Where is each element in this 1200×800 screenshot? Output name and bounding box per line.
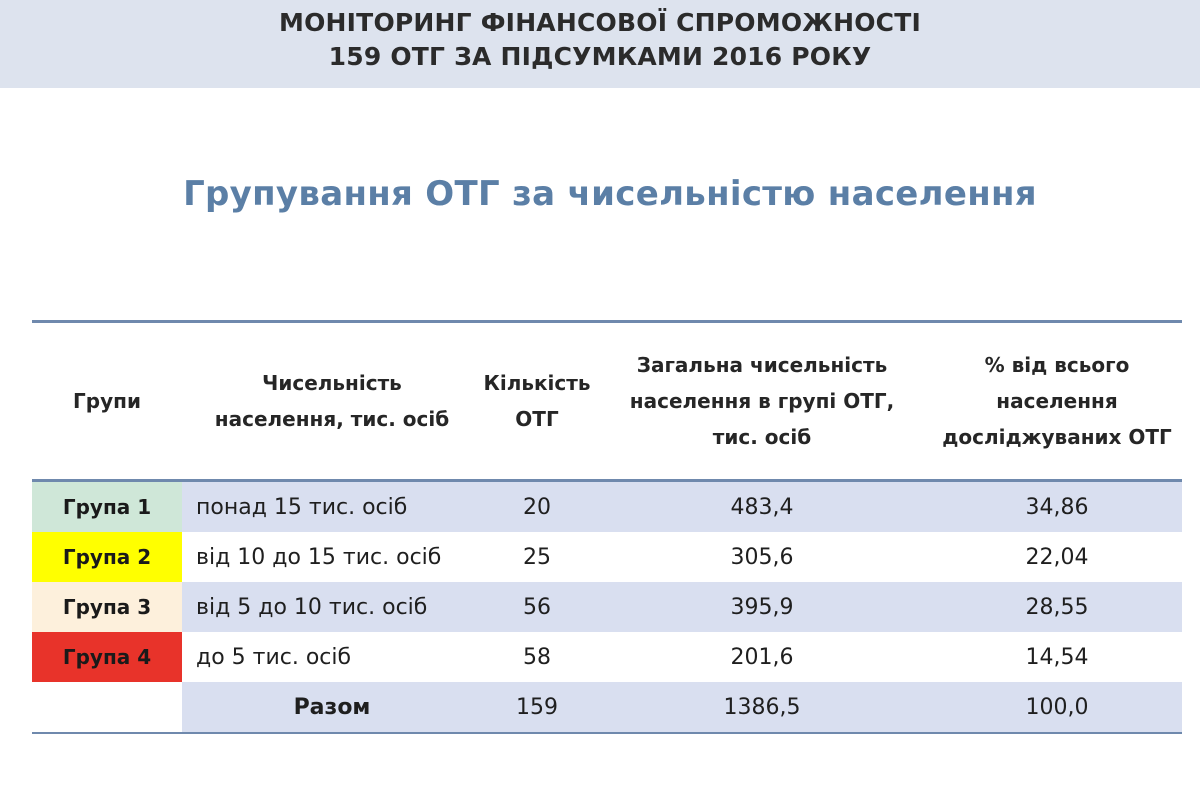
group-label: Група 3 <box>32 582 182 632</box>
population-range-cell: від 10 до 15 тис. осіб <box>196 544 442 570</box>
otg-count-cell: 58 <box>523 644 551 670</box>
header-groups: Групи <box>73 389 141 413</box>
banner-title-line-2: 159 ОТГ ЗА ПІДСУМКАМИ 2016 РОКУ <box>328 42 872 71</box>
population-range-cell: від 5 до 10 тис. осіб <box>196 594 428 620</box>
otg-count-cell: 25 <box>523 544 551 570</box>
header-otg-count: Кількість ОТГ <box>483 371 591 431</box>
population-range-cell: до 5 тис. осіб <box>196 644 352 670</box>
group-label: Група 1 <box>32 482 182 532</box>
table-header-row <box>32 323 1182 479</box>
table-row <box>32 482 1182 532</box>
header-percent-population: % від всього населення досліджуваних ОТГ <box>942 353 1172 449</box>
total-population-cell: 305,6 <box>730 544 794 570</box>
percent-cell: 22,04 <box>1025 544 1089 570</box>
total-label: Разом <box>293 694 371 720</box>
title-banner <box>0 0 1200 88</box>
table-row <box>32 582 1182 632</box>
total-population-cell: 395,9 <box>730 594 794 620</box>
population-range-cell: понад 15 тис. осіб <box>196 494 408 520</box>
percent-cell: 34,86 <box>1025 494 1089 520</box>
header-population-range: Чисельність населення, тис. осіб <box>214 371 450 431</box>
percent-cell: 28,55 <box>1025 594 1089 620</box>
slide-subtitle: Групування ОТГ за чисельністю населення <box>183 174 1037 214</box>
table-row <box>32 632 1182 682</box>
otg-count-cell: 56 <box>523 594 551 620</box>
total-population-cell: 483,4 <box>730 494 794 520</box>
otg-count-cell: 20 <box>523 494 551 520</box>
table-row <box>32 532 1182 582</box>
table-bottom-rule <box>32 732 1182 734</box>
total-otg-count: 159 <box>516 694 558 720</box>
group-label: Група 4 <box>32 632 182 682</box>
banner-title-line-1: МОНІТОРИНГ ФІНАНСОВОЇ СПРОМОЖНОСТІ <box>279 8 921 37</box>
group-label: Група 2 <box>32 532 182 582</box>
header-total-population: Загальна чисельність населення в групі ОТГ, тис. осіб <box>629 353 895 449</box>
total-percent: 100,0 <box>1025 694 1089 720</box>
percent-cell: 14,54 <box>1025 644 1089 670</box>
table-total-row <box>32 682 1182 732</box>
population-groups-table <box>32 320 1182 734</box>
total-population: 1386,5 <box>723 694 801 720</box>
total-population-cell: 201,6 <box>730 644 794 670</box>
